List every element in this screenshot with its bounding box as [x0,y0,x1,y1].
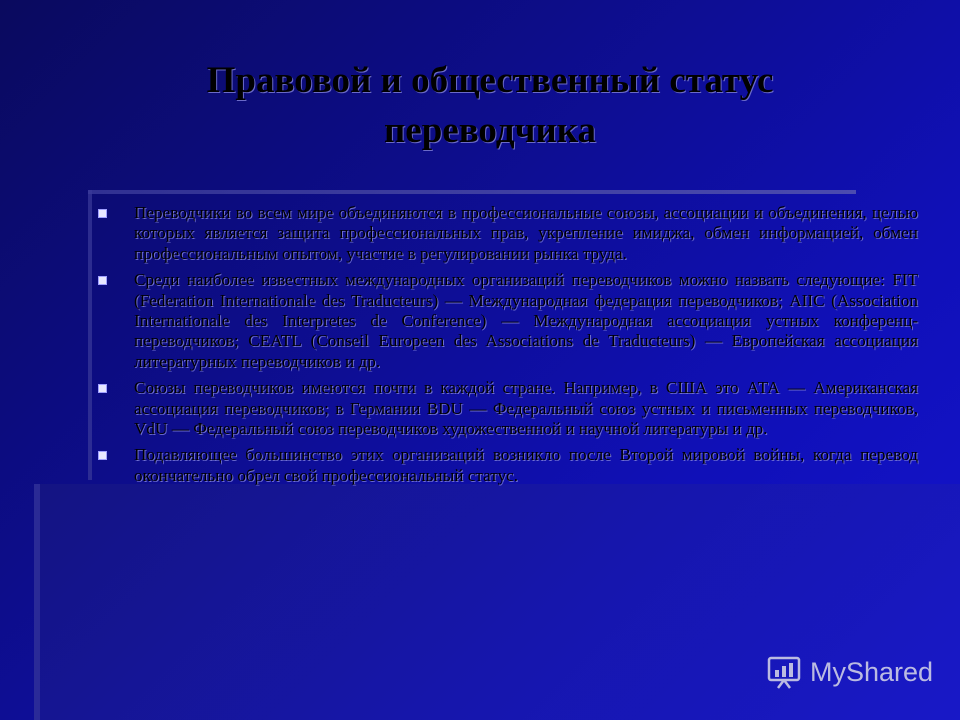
myshared-watermark[interactable] [766,654,933,690]
bullet-item [96,270,918,372]
decorative-left-line [88,190,92,480]
watermark-text: MyShared [810,656,934,687]
presentation-chart-icon [766,654,804,690]
title-line-2: переводчика [383,110,597,151]
bullet-list [96,203,918,492]
square-bullet-icon [98,451,107,460]
bullet-text: Союзы переводчиков имеются почти в каждой стране. Например, в США это АТА — Американская ассоциация переводчиков; в Германии BDU — Федеральный союз устных и письменных переводчиков, VdU — Федеральный союз переводчиков художественной и научной литературы и др. [134,378,918,439]
bullet-text: Среди наиболее известных международных организаций переводчиков можно назвать следующие: FIT (Federation Internationale des Traducteurs) — Международная федерация переводчиков; AIIC (Association Internationale des Interpretes de Conference) — Международная ассоциация устных конференц-переводчиков; CEATL (Conseil Europeen des Associations de Traducteurs) — Европейская ассоциация литературных переводчиков и др. [134,270,918,371]
bullet-item [96,203,918,264]
decorative-lower-panel-edge [34,484,40,720]
square-bullet-icon [98,276,107,285]
bullet-item [96,445,918,486]
decorative-top-line [88,190,856,194]
slide-title [60,56,920,156]
bullet-item [96,378,918,439]
title-line-1: Правовой и общественный статус [206,60,774,101]
square-bullet-icon [98,209,107,218]
bullet-text: Подавляющее большинство этих организаций возникло после Второй мировой войны, когда перевод окончательно обрел свой профессиональный статус. [134,445,918,485]
square-bullet-icon [98,384,107,393]
bullet-text: Переводчики во всем мире объединяются в профессиональные союзы, ассоциации и объединения, целью которых является защита профессиональных прав, укрепление имиджа, обмен информацией, обмен профессиональным опытом, участие в регулировании рынка труда. [134,203,918,263]
